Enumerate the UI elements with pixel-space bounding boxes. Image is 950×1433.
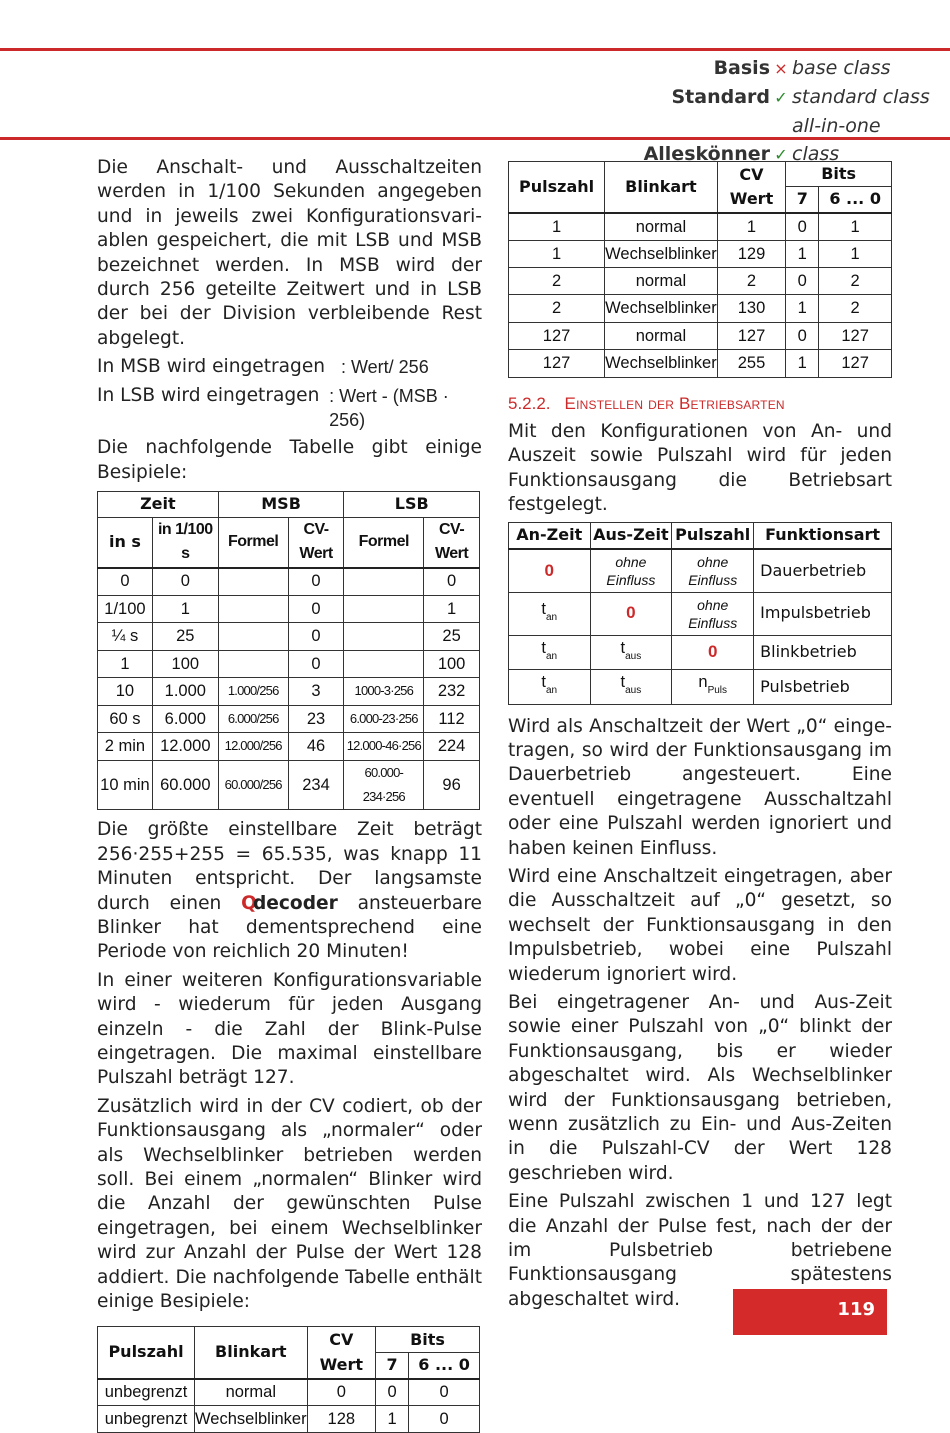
pulse-left-header-bit7: 7	[376, 1353, 409, 1379]
cross-icon: ×	[774, 59, 788, 78]
table-cell: 0	[98, 568, 153, 596]
mode-row: $t_{an}$ 0 ohne Einfluss Impulsbetrieb	[509, 592, 892, 635]
table-row	[509, 322, 892, 349]
mode-blinkbetrieb: Blinkbetrieb	[754, 635, 892, 669]
table-cell: 0	[152, 568, 218, 596]
time-header-zeit: Zeit	[98, 492, 219, 517]
table-cell: 10	[98, 678, 153, 706]
header-bottom-rule	[0, 137, 950, 140]
mode-pulsbetrieb: Pulsbetrieb	[754, 670, 892, 704]
table-cell: 46	[288, 733, 344, 761]
table-cell: 60.000-234·256	[344, 760, 424, 810]
table-cell: 2 min	[98, 733, 153, 761]
table-cell: 60.000/256	[218, 760, 288, 810]
table-cell: 0	[288, 623, 344, 651]
table-cell: 6.000	[152, 705, 218, 733]
table-cell: Wechselblinker	[195, 1406, 308, 1433]
table-cell: 112	[424, 705, 480, 733]
table-cell	[344, 650, 424, 678]
table-cell: 2	[819, 268, 892, 295]
table-cell: 1	[152, 595, 218, 623]
table-cell	[218, 623, 288, 651]
table-cell: unbegrenzt	[98, 1379, 195, 1406]
time-header-cvwert: CV-Wert	[424, 517, 480, 567]
table-cell: 60.000	[152, 760, 218, 810]
pulse-left-header-pulszahl: Pulszahl	[98, 1327, 195, 1379]
table-cell: 10 min	[98, 760, 153, 810]
time-header-formel: Formel	[344, 517, 424, 567]
table-cell: 1	[509, 240, 605, 267]
table-cell: 1	[819, 213, 892, 240]
table-cell: 1.000/256	[218, 678, 288, 706]
mode-impulsbetrieb: Impulsbetrieb	[754, 592, 892, 635]
table-cell: 100	[424, 650, 480, 678]
table-cell: 130	[717, 295, 786, 322]
table-cell: ¼ s	[98, 623, 153, 651]
table-cell	[218, 568, 288, 596]
table-cell: 234	[288, 760, 344, 810]
table-cell: 1	[786, 350, 819, 377]
right-paragraph-5: Eine Pulszahl zwischen 1 und 127 legt die Anzahl der Pulse fest, nach der der im Pulsbetrieb betriebene Funktionsausgang spätestens abgeschaltet wird.	[508, 1191, 892, 1310]
table-cell	[218, 595, 288, 623]
pulse-right-header-cvwert: CV Wert	[717, 162, 786, 213]
pulse-right-header-bit7: 7	[786, 187, 819, 213]
time-header-msb: MSB	[218, 492, 344, 517]
mode-dauerbetrieb: Dauerbetrieb	[754, 549, 892, 592]
table-cell: 224	[424, 733, 480, 761]
table-cell: 0	[786, 213, 819, 240]
check-icon: ✓	[774, 145, 788, 164]
table-cell: normal	[605, 268, 718, 295]
right-paragraph-1: Mit den Konfigurationen von An- und Auszeit sowie Pulszahl wird für jeden Funktionsausgang die Betriebsart festgelegt.	[508, 421, 892, 516]
table-cell: 0	[786, 268, 819, 295]
class-basis: Basis × base class	[644, 54, 930, 83]
table-cell: 0	[288, 595, 344, 623]
left-paragraph-4: In einer weiteren Konfigurationsvariable wird - wiederum für jeden Ausgang einzeln - die Zahl der Blink-Pulse eingetragen. Die maximal einstellbare Pulszahl beträgt 127.	[97, 969, 482, 1089]
class-standard: Standard ✓ standard class	[644, 83, 930, 112]
table-cell: 1.000	[152, 678, 218, 706]
table-cell: 127	[819, 322, 892, 349]
table-cell: 129	[717, 240, 786, 267]
time-header-lsb: LSB	[344, 492, 480, 517]
table-cell	[344, 623, 424, 651]
mode-table	[508, 522, 892, 705]
table-cell: 0	[376, 1379, 409, 1406]
table-cell: 232	[424, 678, 480, 706]
mode-header-puls: Pulszahl	[672, 522, 754, 549]
table-cell: 0	[409, 1379, 480, 1406]
table-cell: 96	[424, 760, 480, 810]
table-cell: 1/100	[98, 595, 153, 623]
class-alleskoenner: Alleskönner ✓all-in-one class	[644, 112, 930, 169]
pulse-left-header-bits: Bits	[376, 1327, 480, 1353]
table-cell	[218, 650, 288, 678]
table-cell: 127	[509, 350, 605, 377]
left-paragraph-5: Zusätzlich wird in der CV codiert, ob der Funktionsausgang als „normaler“ oder als Wechselblinker betrieben werden soll. Bei einem „normalen“ Blinker wird die Anzahl der gewünschten Pulse eingetragen, bei einem Wechselblinker wird zur Anzahl der Pulse der Wert 128 addiert. Die nachfolgende Tabelle enthält einige Besipiele:	[97, 1095, 482, 1313]
pulse-left-header-bits60: 6 ... 0	[409, 1353, 480, 1379]
table-cell: 0	[307, 1379, 375, 1406]
table-cell: 1	[424, 595, 480, 623]
table-row	[98, 650, 480, 678]
table-cell	[344, 595, 424, 623]
table-cell: 12.000-46·256	[344, 733, 424, 761]
pulse-table-left	[97, 1326, 480, 1433]
table-cell: 23	[288, 705, 344, 733]
pulse-table-right	[508, 161, 892, 378]
table-cell: 6.000-23·256	[344, 705, 424, 733]
pulse-left-header-blinkart: Blinkart	[195, 1327, 308, 1379]
table-cell: 6.000/256	[218, 705, 288, 733]
table-cell: normal	[605, 322, 718, 349]
table-cell: 255	[717, 350, 786, 377]
table-row	[98, 705, 480, 733]
table-row	[98, 623, 480, 651]
mode-header-art: Funktionsart	[754, 522, 892, 549]
table-cell: 0	[786, 322, 819, 349]
table-cell: 1	[786, 295, 819, 322]
table-cell: 3	[288, 678, 344, 706]
table-row	[509, 295, 892, 322]
table-cell: 127	[509, 322, 605, 349]
table-cell: 12.000/256	[218, 733, 288, 761]
time-header-ins: in s	[98, 517, 153, 567]
table-cell: normal	[605, 213, 718, 240]
page-number: 119	[733, 1289, 887, 1335]
lsb-formula: In LSB wird eingetragen : Wert - (MSB · 256)	[97, 384, 449, 431]
table-cell: 1	[509, 213, 605, 240]
mode-row: $t_{an}$ $t_{aus}$ 0 Blinkbetrieb	[509, 635, 892, 669]
table-row	[98, 595, 480, 623]
table-cell: 0	[409, 1406, 480, 1433]
time-table	[97, 491, 480, 810]
check-icon: ✓	[774, 88, 788, 107]
table-cell: Wechselblinker	[605, 240, 718, 267]
mode-header-an: An-Zeit	[509, 522, 591, 549]
table-cell: 1000-3·256	[344, 678, 424, 706]
table-cell: 12.000	[152, 733, 218, 761]
table-cell: 25	[424, 623, 480, 651]
right-column	[508, 161, 892, 1312]
table-row	[509, 240, 892, 267]
table-cell: 1	[819, 240, 892, 267]
msb-formula: In MSB wird eingetragen : Wert/ 256	[97, 356, 429, 378]
header-top-rule	[0, 48, 950, 51]
table-cell: 0	[424, 568, 480, 596]
table-row	[98, 760, 480, 810]
right-paragraph-4: Bei eingetragener An- und Aus-Zeit sowie einer Pulszahl von „0“ blinkt der Funktionsausgang, bis er wieder abgeschaltet wird. Als Wechselblinker wird der Funktionsausgang betrieben, wenn zusätzlich zu Ein- und Aus-Zeiten in die Pulszahl-CV der Wert 128 geschrieben wird.	[508, 991, 892, 1184]
time-header-cvwert: CV-Wert	[288, 517, 344, 567]
mode-row: $t_{an}$ $t_{aus}$ $n_{Puls}$ Pulsbetrieb	[509, 670, 892, 704]
table-cell: 2	[509, 268, 605, 295]
table-row	[509, 350, 892, 377]
table-cell: 0	[288, 650, 344, 678]
table-row	[98, 1379, 480, 1406]
table-cell: 127	[717, 322, 786, 349]
pulse-right-header-bits: Bits	[786, 162, 892, 187]
table-cell: 60 s	[98, 705, 153, 733]
pulse-left-header-cvwert: CV Wert	[307, 1327, 375, 1379]
pulse-right-header-blinkart: Blinkart	[605, 162, 718, 213]
table-row	[98, 678, 480, 706]
pulse-right-header-pulszahl: Pulszahl	[509, 162, 605, 213]
table-cell: 25	[152, 623, 218, 651]
class-legend	[644, 54, 930, 169]
left-paragraph-3: Die größte einstellbare Zeit beträgt 256·255+255 = 65.535, was knapp 11 Minuten entspricht. Der langsamste durch einen Qdecoder ansteuerbare Blinker hat dementsprechend eine Periode von reichlich 20 Minuten!	[97, 819, 482, 963]
table-row	[98, 568, 480, 596]
table-cell: Wechselblinker	[605, 295, 718, 322]
table-cell: Wechselblinker	[605, 350, 718, 377]
table-cell: unbegrenzt	[98, 1406, 195, 1433]
right-paragraph-2: Wird als Anschaltzeit der Wert „0“ eingetragen, so wird der Funktionsausgang im Dauerbetrieb angesteuert. Eine eventuell eingetragene Ausschaltzahl oder eine Pulszahl werden ignoriert und haben keinen Einfluss.	[508, 715, 892, 859]
time-header-formel: Formel	[218, 517, 288, 567]
table-cell: 2	[717, 268, 786, 295]
table-cell: 2	[819, 295, 892, 322]
mode-header-aus: Aus-Zeit	[590, 522, 672, 549]
qdecoder-brand: Q	[241, 892, 257, 914]
table-cell: 1	[786, 240, 819, 267]
section-heading: 5.2.2. Einstellen der Betriebsarten	[508, 393, 785, 413]
mode-row: 0 ohne Einfluss ohne Einfluss Dauerbetrieb	[509, 549, 892, 592]
table-row	[98, 1406, 480, 1433]
table-cell: 1	[717, 213, 786, 240]
time-header-in100: in 1/100 s	[152, 517, 218, 567]
table-cell: 127	[819, 350, 892, 377]
table-cell: 100	[152, 650, 218, 678]
table-cell: 0	[288, 568, 344, 596]
left-paragraph-2: Die nachfolgende Tabelle gibt einige Besipiele:	[97, 437, 482, 483]
table-cell: 1	[98, 650, 153, 678]
table-cell	[344, 568, 424, 596]
table-cell: 1	[376, 1406, 409, 1433]
pulse-right-header-bits60: 6 ... 0	[819, 187, 892, 213]
table-cell: 2	[509, 295, 605, 322]
left-paragraph-1: Die Anschalt- und Ausschaltzeiten werden in 1/100 Sekunden angegeben und in jeweils zwei Konfigurationsvariablen gespeichert, die mit LSB und MSB bezeichnet werden. In MSB wird der durch 256 geteilte Zeitwert und in LSB der bei der Division verbleibende Rest abgelegt.	[97, 157, 482, 349]
left-column	[97, 156, 482, 1433]
table-row	[98, 733, 480, 761]
table-cell: normal	[195, 1379, 308, 1406]
table-row	[509, 213, 892, 240]
table-cell: 128	[307, 1406, 375, 1433]
right-paragraph-3: Wird eine Anschaltzeit eingetragen, aber die Ausschaltzeit auf „0“ gesetzt, so wechselt der Funktionsausgang in den Impulsbetrieb, wobei eine Pulszahl wiederum ignoriert wird.	[508, 865, 892, 985]
table-row	[509, 268, 892, 295]
